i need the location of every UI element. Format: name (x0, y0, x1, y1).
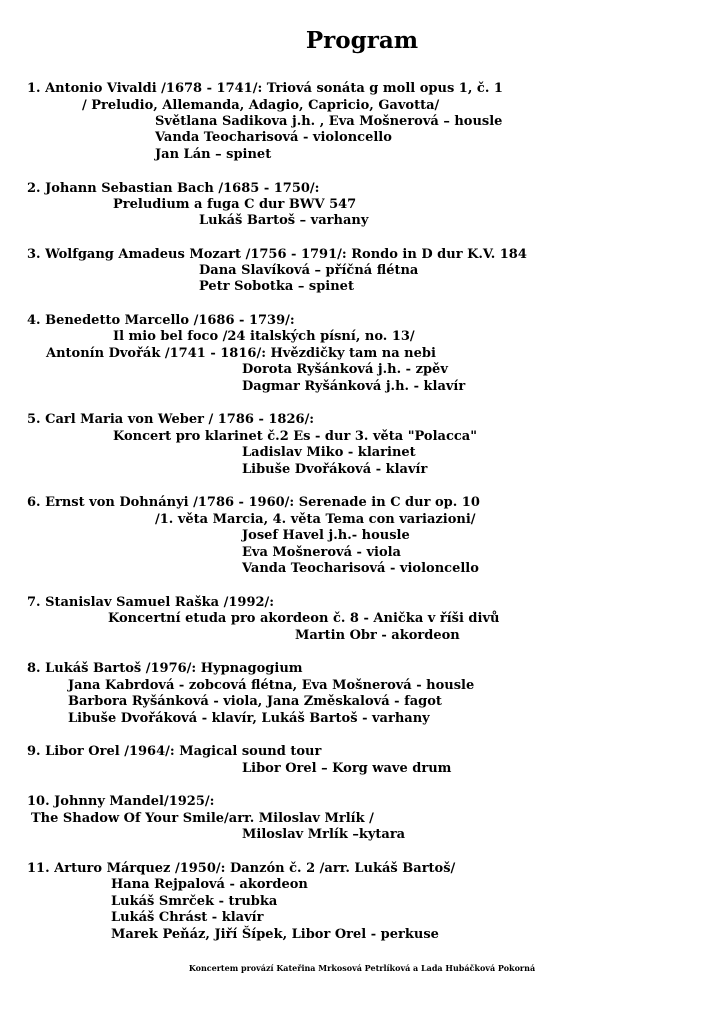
item-8-line: Libuše Dvořáková - klavír, Lukáš Bartoš - varhany (68, 711, 430, 726)
item-4-line: Il mio bel foco /24 italských písní, no. 13/ (113, 329, 415, 344)
item-2-heading: 2. Johann Sebastian Bach /1685 - 1750/: (27, 181, 320, 196)
item-1-line: / Preludio, Allemanda, Adagio, Capricio, Gavotta/ (82, 98, 440, 113)
item-5-line: Ladislav Miko - klarinet (242, 445, 416, 460)
item-9-line: Libor Orel – Korg wave drum (242, 761, 452, 776)
item-10-line: The Shadow Of Your Smile/arr. Miloslav Mrlík / (31, 811, 374, 826)
item-8-line: Jana Kabrdová - zobcová flétna, Eva Mošnerová - housle (68, 678, 475, 693)
item-11-heading: 11. Arturo Márquez /1950/: Danzón č. 2 /arr. Lukáš Bartoš/ (27, 861, 456, 876)
item-10-line: Miloslav Mrlík –kytara (242, 827, 406, 842)
item-1-line: Jan Lán – spinet (155, 147, 272, 162)
item-4-line: Dorota Ryšánková j.h. - zpěv (242, 362, 448, 377)
page-title: Program (305, 27, 419, 54)
item-6-heading: 6. Ernst von Dohnányi /1786 - 1960/: Serenade in C dur op. 10 (27, 495, 480, 510)
item-7-heading: 7. Stanislav Samuel Raška /1992/: (27, 595, 275, 610)
item-4-heading: 4. Benedetto Marcello /1686 - 1739/: (27, 313, 295, 328)
item-5-line: Libuše Dvořáková - klavír (242, 462, 428, 477)
item-11-line: Lukáš Chrást - klavír (111, 910, 264, 925)
item-4-line: Antonín Dvořák /1741 - 1816/: Hvězdičky tam na nebi (46, 346, 436, 361)
item-1-line: Vanda Teocharisová - violoncello (155, 130, 392, 145)
item-11-line: Lukáš Smrček - trubka (111, 894, 278, 909)
item-7-line: Martin Obr - akordeon (295, 628, 460, 643)
item-6-line: Josef Havel j.h.- housle (242, 528, 410, 543)
item-1-line: Světlana Sadikova j.h. , Eva Mošnerová – housle (155, 114, 503, 129)
item-8-line: Barbora Ryšánková - viola, Jana Změskalová - fagot (68, 694, 442, 709)
item-3-line: Petr Sobotka – spinet (199, 279, 354, 294)
item-3-heading: 3. Wolfgang Amadeus Mozart /1756 - 1791/: Rondo in D dur K.V. 184 (27, 247, 527, 262)
item-4-line: Dagmar Ryšánková j.h. - klavír (242, 379, 466, 394)
item-2-line: Preludium a fuga C dur BWV 547 (113, 197, 357, 212)
item-7-line: Koncertní etuda pro akordeon č. 8 - Anička v říši divů (108, 611, 500, 626)
item-11-line: Hana Rejpalová - akordeon (111, 877, 308, 892)
item-9-heading: 9. Libor Orel /1964/: Magical sound tour (27, 744, 322, 759)
item-2-line: Lukáš Bartoš – varhany (199, 213, 369, 228)
item-6-line: /1. věta Marcia, 4. věta Tema con variazioni/ (155, 512, 476, 527)
item-10-heading: 10. Johnny Mandel/1925/: (27, 794, 215, 809)
item-1-heading: 1. Antonio Vivaldi /1678 - 1741/: Triová sonáta g moll opus 1, č. 1 (27, 81, 503, 96)
item-6-line: Eva Mošnerová - viola (242, 545, 401, 560)
item-8-heading: 8. Lukáš Bartoš /1976/: Hypnagogium (27, 661, 303, 676)
item-5-line: Koncert pro klarinet č.2 Es - dur 3. věta "Polacca" (113, 429, 477, 444)
item-3-line: Dana Slavíková – příčná flétna (199, 263, 419, 278)
item-6-line: Vanda Teocharisová - violoncello (242, 561, 479, 576)
item-5-heading: 5. Carl Maria von Weber / 1786 - 1826/: (27, 412, 315, 427)
item-11-line: Marek Peňáz, Jiří Šípek, Libor Orel - perkuse (111, 927, 439, 942)
footer-note: Koncertem provází Kateřina Mrkosová Petrlíková a Lada Hubáčková Pokorná (188, 963, 536, 973)
